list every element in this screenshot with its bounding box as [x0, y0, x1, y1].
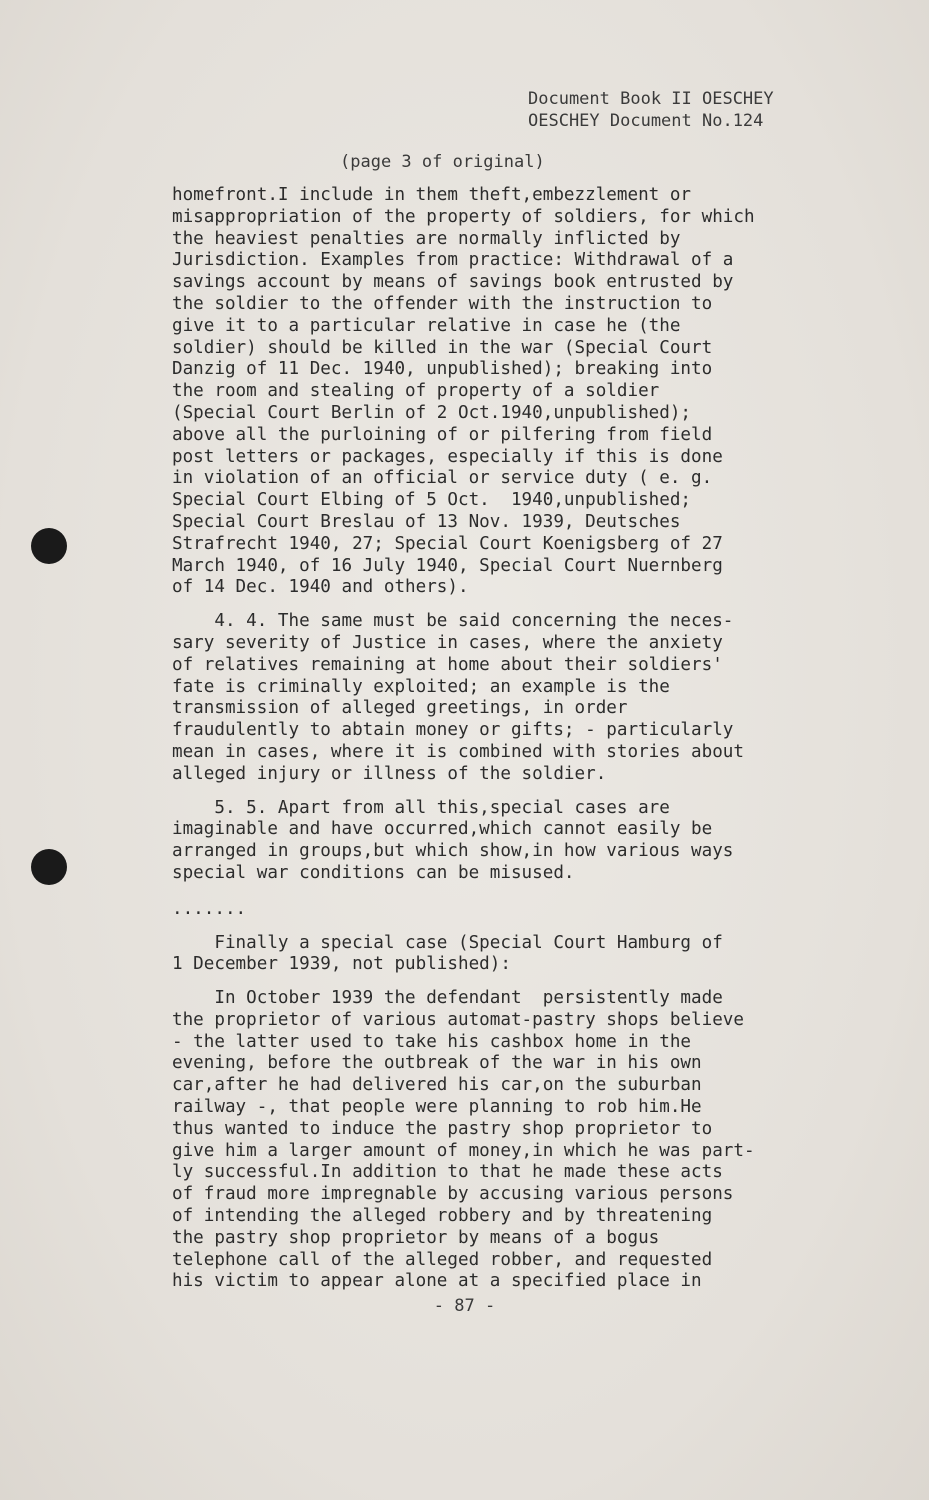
text-line: evening, before the outbreak of the war in his own [172, 1053, 702, 1074]
text-line: railway -, that people were planning to rob him.He [172, 1097, 702, 1118]
paragraph-gap [172, 599, 852, 611]
text-line: give him a larger amount of money,in which he was part- [172, 1140, 755, 1161]
text-line: give it to a particular relative in case he (the [172, 315, 681, 336]
text-line: telephone call of the alleged robber, and requested [172, 1249, 713, 1270]
text-line: the proprietor of various automat-pastry shops believe [172, 1009, 744, 1030]
text-line: of intending the alleged robbery and by threatening [172, 1206, 713, 1227]
paragraph-gap [172, 786, 852, 798]
text-line: transmission of alleged greetings, in order [172, 698, 628, 719]
text-line: imaginable and have occurred,which cannot easily be [172, 819, 713, 840]
text-line: arranged in groups,but which show,in how various ways [172, 841, 734, 862]
text-line: Finally a special case (Special Court Hamburg of [172, 932, 723, 953]
paragraph-2 [172, 611, 852, 785]
paragraph-4 [172, 933, 852, 977]
text-line: above all the purloining of or pilfering from field [172, 424, 713, 445]
page-number: - 87 - [433, 1296, 496, 1316]
text-line: 1 December 1939, not published): [172, 954, 511, 975]
text-line: In October 1939 the defendant persistently made [172, 988, 723, 1009]
text-line: Jurisdiction. Examples from practice: Withdrawal of a [172, 250, 734, 271]
header-line-1: Document Book II OESCHEY [528, 89, 774, 109]
body-text [172, 185, 852, 1293]
text-line: - the latter used to take his cashbox home in the [172, 1031, 692, 1052]
paragraph-3 [172, 798, 852, 885]
punch-hole-bottom [31, 849, 67, 885]
paragraph-gap [172, 921, 852, 933]
text-line: thus wanted to induce the pastry shop proprietor to [172, 1118, 713, 1139]
page-note: (page 3 of original) [340, 152, 545, 172]
text-line: Strafrecht 1940, 27; Special Court Koenigsberg of 27 [172, 533, 723, 554]
text-line: his victim to appear alone at a specified place in [172, 1271, 702, 1292]
ellipsis-text: ....... [172, 898, 247, 919]
text-line: the room and stealing of property of a soldier [172, 381, 660, 402]
text-line: Special Court Breslau of 13 Nov. 1939, Deutsches [172, 511, 681, 532]
paragraph-gap [172, 885, 852, 899]
paragraph-1 [172, 185, 852, 599]
text-line: Special Court Elbing of 5 Oct. 1940,unpublished; [172, 490, 692, 511]
text-line: in violation of an official or service duty ( e. g. [172, 468, 713, 489]
text-line: savings account by means of savings book entrusted by [172, 272, 734, 293]
text-line: soldier) should be killed in the war (Special Court [172, 337, 713, 358]
text-line: 5. 5. Apart from all this,special cases are [172, 797, 670, 818]
text-line: March 1940, of 16 July 1940, Special Court Nuernberg [172, 555, 723, 576]
text-line: sary severity of Justice in cases, where the anxiety [172, 632, 723, 653]
text-line: 4. 4. The same must be said concerning the neces- [172, 611, 734, 632]
text-line: of fraud more impregnable by accusing various persons [172, 1184, 734, 1205]
text-line: post letters or packages, especially if this is done [172, 446, 723, 467]
text-line: homefront.I include in them theft,embezzlement or [172, 185, 692, 205]
text-line: the pastry shop proprietor by means of a bogus [172, 1227, 660, 1248]
header-line-2: OESCHEY Document No.124 [528, 111, 764, 131]
text-line: fate is criminally exploited; an example is the [172, 676, 670, 697]
paragraph-5 [172, 988, 852, 1293]
text-line: of 14 Dec. 1940 and others). [172, 577, 469, 598]
ellipsis-separator [172, 899, 852, 921]
document-header [528, 88, 774, 132]
text-line: alleged injury or illness of the soldier. [172, 763, 607, 784]
punch-hole-top [31, 528, 67, 564]
text-line: of relatives remaining at home about their soldiers' [172, 654, 723, 675]
text-line: fraudulently to abtain money or gifts; - particularly [172, 720, 734, 741]
text-line: mean in cases, where it is combined with stories about [172, 741, 744, 762]
text-line: car,after he had delivered his car,on the suburban [172, 1075, 702, 1096]
text-line: ly successful.In addition to that he made these acts [172, 1162, 723, 1183]
text-line: special war conditions can be misused. [172, 862, 575, 883]
text-line: (Special Court Berlin of 2 Oct.1940,unpublished); [172, 402, 692, 423]
text-line: misappropriation of the property of soldiers, for which [172, 206, 755, 227]
text-line: Danzig of 11 Dec. 1940, unpublished); breaking into [172, 359, 713, 380]
paragraph-gap [172, 976, 852, 988]
text-line: the soldier to the offender with the instruction to [172, 293, 713, 314]
text-line: the heaviest penalties are normally inflicted by [172, 228, 681, 249]
